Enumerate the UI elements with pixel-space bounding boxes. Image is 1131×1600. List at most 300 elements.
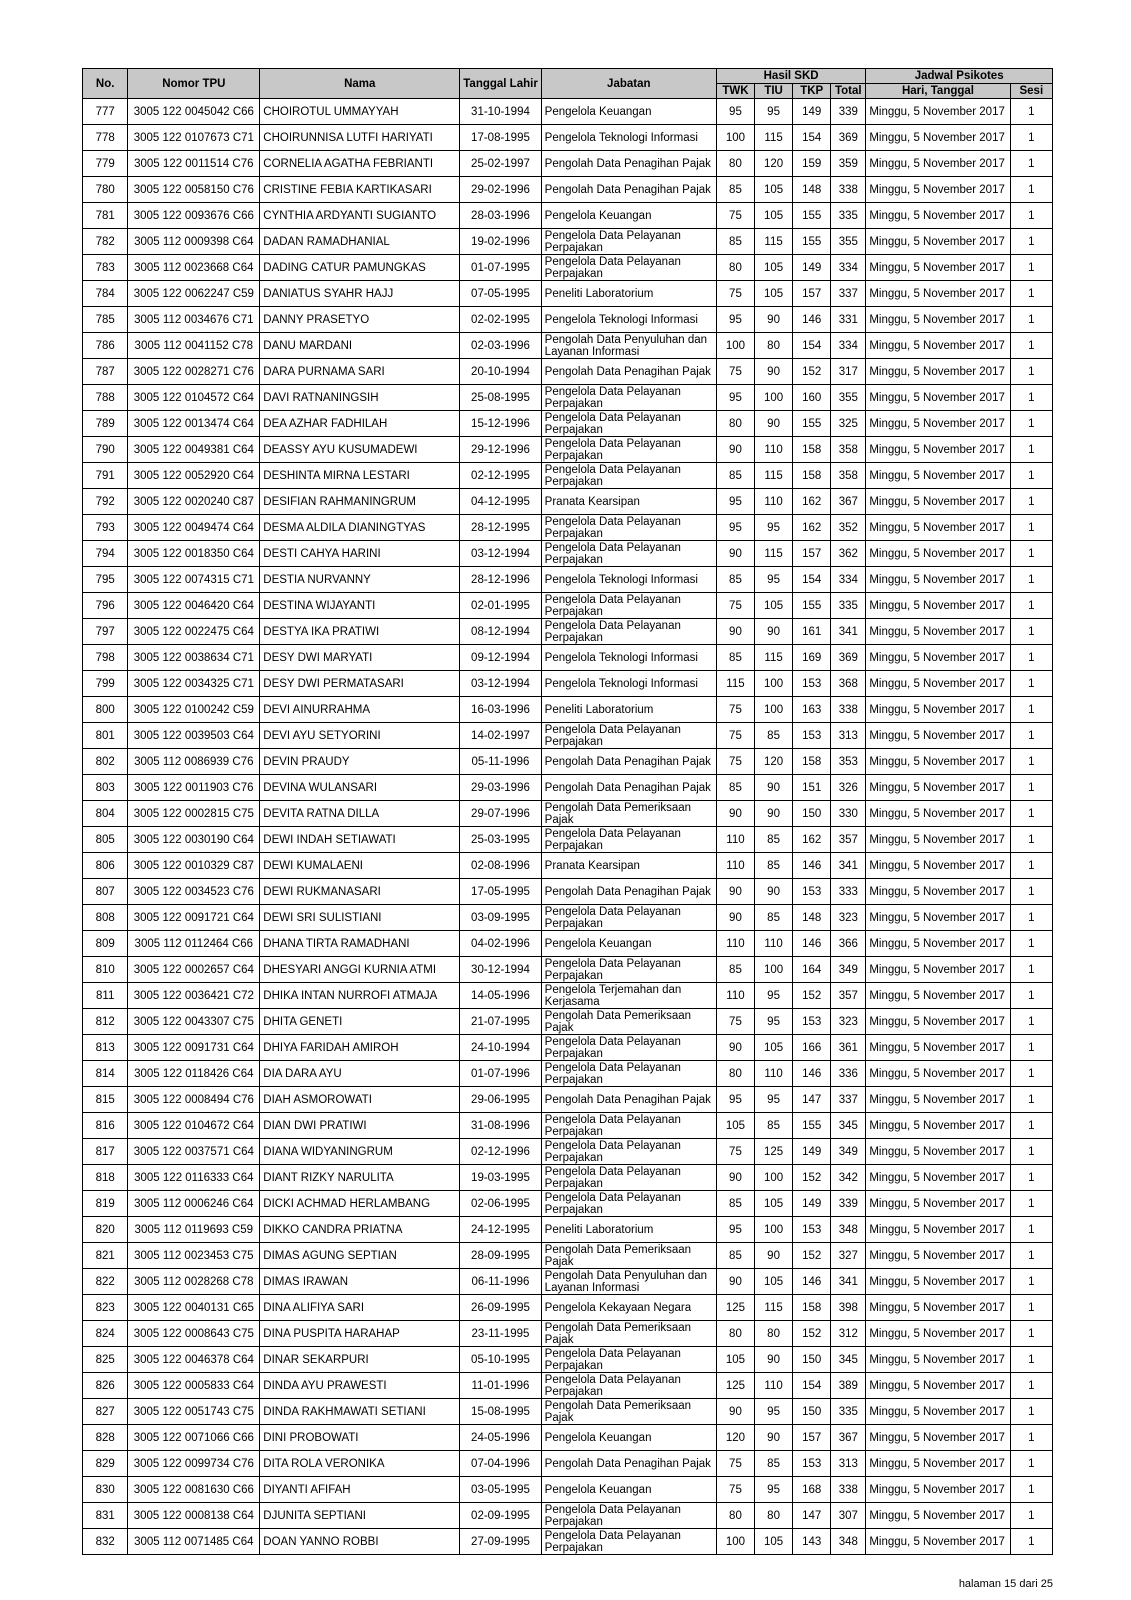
cell-jabatan: Pengelola Data Pelayanan Perpajakan <box>541 463 716 489</box>
cell-sesi: 1 <box>1010 255 1052 281</box>
cell-tanggal-lahir: 15-08-1995 <box>460 1399 541 1425</box>
cell-twk: 90 <box>716 541 754 567</box>
cell-tanggal-lahir: 26-09-1995 <box>460 1295 541 1321</box>
cell-total: 357 <box>831 983 866 1009</box>
cell-no: 813 <box>83 1035 128 1061</box>
table-row <box>83 125 1053 151</box>
table-row <box>83 619 1053 645</box>
cell-sesi: 1 <box>1010 1503 1052 1529</box>
cell-jabatan: Pengolah Data Pemeriksaan Pajak <box>541 1243 716 1269</box>
cell-tanggal-lahir: 29-06-1995 <box>460 1087 541 1113</box>
cell-tiu: 90 <box>755 619 793 645</box>
cell-tkp: 148 <box>793 905 831 931</box>
cell-nama: DARA PURNAMA SARI <box>260 359 460 385</box>
cell-no: 804 <box>83 801 128 827</box>
cell-tkp: 169 <box>793 645 831 671</box>
cell-twk: 95 <box>716 1217 754 1243</box>
table-row <box>83 931 1053 957</box>
cell-twk: 80 <box>716 1321 754 1347</box>
cell-nama: DINA ALIFIYA SARI <box>260 1295 460 1321</box>
cell-sesi: 1 <box>1010 411 1052 437</box>
cell-tkp: 168 <box>793 1477 831 1503</box>
cell-tiu: 95 <box>755 1477 793 1503</box>
col-twk: TWK <box>716 84 754 99</box>
cell-twk: 110 <box>716 853 754 879</box>
table-row <box>83 463 1053 489</box>
cell-tkp: 143 <box>793 1529 831 1555</box>
cell-hari-tanggal: Minggu, 5 November 2017 <box>866 853 1010 879</box>
cell-tkp: 149 <box>793 1139 831 1165</box>
cell-no: 780 <box>83 177 128 203</box>
cell-sesi: 1 <box>1010 957 1052 983</box>
cell-jabatan: Pengelola Data Pelayanan Perpajakan <box>541 1529 716 1555</box>
cell-nomor-tpu: 3005 112 0086939 C76 <box>128 749 260 775</box>
cell-twk: 75 <box>716 1139 754 1165</box>
cell-tanggal-lahir: 31-10-1994 <box>460 99 541 125</box>
cell-hari-tanggal: Minggu, 5 November 2017 <box>866 1139 1010 1165</box>
cell-jabatan: Pengolah Data Penagihan Pajak <box>541 177 716 203</box>
cell-twk: 90 <box>716 1035 754 1061</box>
cell-total: 317 <box>831 359 866 385</box>
table-row <box>83 1529 1053 1555</box>
cell-tiu: 90 <box>755 1347 793 1373</box>
cell-hari-tanggal: Minggu, 5 November 2017 <box>866 255 1010 281</box>
cell-nomor-tpu: 3005 112 0034676 C71 <box>128 307 260 333</box>
cell-nama: DANU MARDANI <box>260 333 460 359</box>
cell-total: 339 <box>831 99 866 125</box>
cell-sesi: 1 <box>1010 1087 1052 1113</box>
cell-total: 348 <box>831 1529 866 1555</box>
cell-nama: DIANT RIZKY NARULITA <box>260 1165 460 1191</box>
cell-nama: DANNY PRASETYO <box>260 307 460 333</box>
cell-no: 824 <box>83 1321 128 1347</box>
cell-no: 822 <box>83 1269 128 1295</box>
cell-hari-tanggal: Minggu, 5 November 2017 <box>866 437 1010 463</box>
cell-tiu: 105 <box>755 255 793 281</box>
cell-sesi: 1 <box>1010 307 1052 333</box>
cell-hari-tanggal: Minggu, 5 November 2017 <box>866 151 1010 177</box>
table-row <box>83 177 1053 203</box>
cell-sesi: 1 <box>1010 619 1052 645</box>
cell-tiu: 85 <box>755 723 793 749</box>
cell-tiu: 85 <box>755 1113 793 1139</box>
cell-sesi: 1 <box>1010 1347 1052 1373</box>
cell-jabatan: Pengelola Data Pelayanan Perpajakan <box>541 957 716 983</box>
cell-nama: DESTINA WIJAYANTI <box>260 593 460 619</box>
cell-no: 805 <box>83 827 128 853</box>
cell-tanggal-lahir: 05-10-1995 <box>460 1347 541 1373</box>
cell-tkp: 163 <box>793 697 831 723</box>
cell-tiu: 90 <box>755 359 793 385</box>
cell-no: 825 <box>83 1347 128 1373</box>
cell-sesi: 1 <box>1010 723 1052 749</box>
table-row <box>83 307 1053 333</box>
cell-tkp: 158 <box>793 463 831 489</box>
cell-total: 341 <box>831 853 866 879</box>
cell-hari-tanggal: Minggu, 5 November 2017 <box>866 749 1010 775</box>
table-row <box>83 593 1053 619</box>
cell-jabatan: Pengolah Data Penagihan Pajak <box>541 879 716 905</box>
cell-tkp: 158 <box>793 437 831 463</box>
cell-twk: 85 <box>716 957 754 983</box>
cell-no: 796 <box>83 593 128 619</box>
cell-tkp: 151 <box>793 775 831 801</box>
cell-sesi: 1 <box>1010 203 1052 229</box>
cell-tkp: 153 <box>793 879 831 905</box>
cell-twk: 80 <box>716 255 754 281</box>
table-row <box>83 749 1053 775</box>
cell-twk: 95 <box>716 385 754 411</box>
cell-sesi: 1 <box>1010 983 1052 1009</box>
cell-sesi: 1 <box>1010 931 1052 957</box>
cell-twk: 95 <box>716 489 754 515</box>
cell-total: 341 <box>831 1269 866 1295</box>
cell-no: 816 <box>83 1113 128 1139</box>
cell-sesi: 1 <box>1010 749 1052 775</box>
cell-tiu: 115 <box>755 645 793 671</box>
cell-nomor-tpu: 3005 122 0038634 C71 <box>128 645 260 671</box>
cell-no: 789 <box>83 411 128 437</box>
cell-tkp: 157 <box>793 541 831 567</box>
cell-total: 335 <box>831 593 866 619</box>
cell-tanggal-lahir: 28-12-1995 <box>460 515 541 541</box>
cell-no: 781 <box>83 203 128 229</box>
table-row <box>83 411 1053 437</box>
table-row <box>83 1295 1053 1321</box>
cell-tkp: 150 <box>793 801 831 827</box>
cell-sesi: 1 <box>1010 1217 1052 1243</box>
cell-jabatan: Pengolah Data Penyuluhan dan Layanan Informasi <box>541 1269 716 1295</box>
cell-sesi: 1 <box>1010 1165 1052 1191</box>
cell-tanggal-lahir: 03-05-1995 <box>460 1477 541 1503</box>
cell-tiu: 80 <box>755 1503 793 1529</box>
table-row <box>83 1113 1053 1139</box>
cell-hari-tanggal: Minggu, 5 November 2017 <box>866 463 1010 489</box>
cell-hari-tanggal: Minggu, 5 November 2017 <box>866 1347 1010 1373</box>
cell-tkp: 155 <box>793 593 831 619</box>
cell-tkp: 152 <box>793 983 831 1009</box>
cell-tkp: 153 <box>793 1217 831 1243</box>
cell-tkp: 148 <box>793 177 831 203</box>
cell-hari-tanggal: Minggu, 5 November 2017 <box>866 385 1010 411</box>
table-row <box>83 1243 1053 1269</box>
cell-hari-tanggal: Minggu, 5 November 2017 <box>866 619 1010 645</box>
table-row <box>83 905 1053 931</box>
cell-nomor-tpu: 3005 122 0091721 C64 <box>128 905 260 931</box>
col-group-hasil-skd: Hasil SKD <box>716 69 865 84</box>
cell-tanggal-lahir: 25-02-1997 <box>460 151 541 177</box>
cell-tiu: 105 <box>755 593 793 619</box>
cell-no: 790 <box>83 437 128 463</box>
cell-jabatan: Pengelola Data Pelayanan Perpajakan <box>541 541 716 567</box>
cell-sesi: 1 <box>1010 1399 1052 1425</box>
cell-twk: 75 <box>716 749 754 775</box>
cell-hari-tanggal: Minggu, 5 November 2017 <box>866 307 1010 333</box>
cell-total: 349 <box>831 957 866 983</box>
cell-nomor-tpu: 3005 122 0037571 C64 <box>128 1139 260 1165</box>
cell-tkp: 164 <box>793 957 831 983</box>
table-row <box>83 697 1053 723</box>
cell-total: 323 <box>831 1009 866 1035</box>
cell-no: 803 <box>83 775 128 801</box>
cell-nama: DIAH ASMOROWATI <box>260 1087 460 1113</box>
cell-hari-tanggal: Minggu, 5 November 2017 <box>866 333 1010 359</box>
cell-nama: CRISTINE FEBIA KARTIKASARI <box>260 177 460 203</box>
cell-total: 335 <box>831 1399 866 1425</box>
table-row <box>83 1477 1053 1503</box>
cell-hari-tanggal: Minggu, 5 November 2017 <box>866 203 1010 229</box>
cell-tanggal-lahir: 02-12-1995 <box>460 463 541 489</box>
cell-nama: DITA ROLA VERONIKA <box>260 1451 460 1477</box>
cell-tiu: 105 <box>755 1191 793 1217</box>
cell-jabatan: Pengelola Data Pelayanan Perpajakan <box>541 1139 716 1165</box>
cell-hari-tanggal: Minggu, 5 November 2017 <box>866 827 1010 853</box>
cell-sesi: 1 <box>1010 1035 1052 1061</box>
cell-twk: 95 <box>716 515 754 541</box>
cell-hari-tanggal: Minggu, 5 November 2017 <box>866 1503 1010 1529</box>
cell-sesi: 1 <box>1010 437 1052 463</box>
cell-tiu: 110 <box>755 437 793 463</box>
cell-twk: 75 <box>716 1477 754 1503</box>
cell-nama: DINAR SEKARPURI <box>260 1347 460 1373</box>
cell-no: 823 <box>83 1295 128 1321</box>
table-row <box>83 1425 1053 1451</box>
cell-tanggal-lahir: 31-08-1996 <box>460 1113 541 1139</box>
cell-no: 826 <box>83 1373 128 1399</box>
cell-nama: DOAN YANNO ROBBI <box>260 1529 460 1555</box>
cell-tiu: 95 <box>755 567 793 593</box>
cell-jabatan: Pengolah Data Pemeriksaan Pajak <box>541 1321 716 1347</box>
col-sesi: Sesi <box>1010 84 1052 99</box>
cell-tanggal-lahir: 23-11-1995 <box>460 1321 541 1347</box>
cell-tiu: 90 <box>755 801 793 827</box>
cell-hari-tanggal: Minggu, 5 November 2017 <box>866 983 1010 1009</box>
cell-jabatan: Pengelola Data Pelayanan Perpajakan <box>541 229 716 255</box>
cell-nomor-tpu: 3005 112 0006246 C64 <box>128 1191 260 1217</box>
cell-tanggal-lahir: 14-02-1997 <box>460 723 541 749</box>
cell-twk: 115 <box>716 671 754 697</box>
cell-nama: DADING CATUR PAMUNGKAS <box>260 255 460 281</box>
cell-tkp: 146 <box>793 931 831 957</box>
cell-jabatan: Pengelola Teknologi Informasi <box>541 645 716 671</box>
cell-sesi: 1 <box>1010 359 1052 385</box>
table-row <box>83 1061 1053 1087</box>
cell-hari-tanggal: Minggu, 5 November 2017 <box>866 359 1010 385</box>
cell-nomor-tpu: 3005 122 0022475 C64 <box>128 619 260 645</box>
cell-hari-tanggal: Minggu, 5 November 2017 <box>866 1399 1010 1425</box>
cell-jabatan: Pengelola Data Pelayanan Perpajakan <box>541 515 716 541</box>
table-row <box>83 203 1053 229</box>
cell-jabatan: Pengolah Data Penagihan Pajak <box>541 151 716 177</box>
cell-total: 359 <box>831 151 866 177</box>
cell-sesi: 1 <box>1010 1451 1052 1477</box>
table-row <box>83 1191 1053 1217</box>
cell-tanggal-lahir: 02-08-1996 <box>460 853 541 879</box>
cell-tanggal-lahir: 04-12-1995 <box>460 489 541 515</box>
cell-tiu: 95 <box>755 1087 793 1113</box>
cell-sesi: 1 <box>1010 1113 1052 1139</box>
cell-tanggal-lahir: 06-11-1996 <box>460 1269 541 1295</box>
cell-nomor-tpu: 3005 122 0051743 C75 <box>128 1399 260 1425</box>
cell-total: 369 <box>831 125 866 151</box>
cell-tkp: 150 <box>793 1399 831 1425</box>
cell-twk: 110 <box>716 983 754 1009</box>
cell-nama: DESTYA IKA PRATIWI <box>260 619 460 645</box>
table-row <box>83 1321 1053 1347</box>
cell-nama: DESIFIAN RAHMANINGRUM <box>260 489 460 515</box>
cell-tkp: 147 <box>793 1503 831 1529</box>
cell-hari-tanggal: Minggu, 5 November 2017 <box>866 281 1010 307</box>
cell-tiu: 95 <box>755 1009 793 1035</box>
cell-tanggal-lahir: 11-01-1996 <box>460 1373 541 1399</box>
cell-jabatan: Pengelola Data Pelayanan Perpajakan <box>541 1165 716 1191</box>
cell-total: 334 <box>831 567 866 593</box>
cell-jabatan: Pengelola Teknologi Informasi <box>541 671 716 697</box>
cell-twk: 85 <box>716 463 754 489</box>
table-row <box>83 775 1053 801</box>
table-row <box>83 515 1053 541</box>
table-row <box>83 957 1053 983</box>
cell-jabatan: Pengelola Data Pelayanan Perpajakan <box>541 1113 716 1139</box>
table-row <box>83 359 1053 385</box>
cell-jabatan: Pengolah Data Penyuluhan dan Layanan Informasi <box>541 333 716 359</box>
col-nomor-tpu: Nomor TPU <box>128 69 260 99</box>
cell-nama: CORNELIA AGATHA FEBRIANTI <box>260 151 460 177</box>
table-row <box>83 229 1053 255</box>
col-tiu: TIU <box>755 84 793 99</box>
cell-nama: DANIATUS SYAHR HAJJ <box>260 281 460 307</box>
cell-twk: 75 <box>716 359 754 385</box>
cell-tanggal-lahir: 02-06-1995 <box>460 1191 541 1217</box>
cell-total: 334 <box>831 333 866 359</box>
cell-nama: DJUNITA SEPTIANI <box>260 1503 460 1529</box>
cell-tiu: 105 <box>755 281 793 307</box>
table-row <box>83 827 1053 853</box>
cell-tanggal-lahir: 04-02-1996 <box>460 931 541 957</box>
cell-twk: 90 <box>716 1165 754 1191</box>
cell-hari-tanggal: Minggu, 5 November 2017 <box>866 99 1010 125</box>
cell-sesi: 1 <box>1010 853 1052 879</box>
cell-jabatan: Pengelola Data Pelayanan Perpajakan <box>541 255 716 281</box>
cell-total: 326 <box>831 775 866 801</box>
cell-total: 345 <box>831 1347 866 1373</box>
cell-sesi: 1 <box>1010 281 1052 307</box>
cell-twk: 100 <box>716 1529 754 1555</box>
cell-jabatan: Pengelola Data Pelayanan Perpajakan <box>541 437 716 463</box>
cell-tkp: 153 <box>793 1451 831 1477</box>
cell-tiu: 90 <box>755 879 793 905</box>
cell-sesi: 1 <box>1010 1191 1052 1217</box>
cell-nama: DINI PROBOWATI <box>260 1425 460 1451</box>
cell-sesi: 1 <box>1010 1009 1052 1035</box>
table-row <box>83 1503 1053 1529</box>
cell-jabatan: Pengelola Data Pelayanan Perpajakan <box>541 1191 716 1217</box>
cell-hari-tanggal: Minggu, 5 November 2017 <box>866 125 1010 151</box>
cell-nomor-tpu: 3005 122 0039503 C64 <box>128 723 260 749</box>
cell-nomor-tpu: 3005 122 0002657 C64 <box>128 957 260 983</box>
cell-nomor-tpu: 3005 122 0028271 C76 <box>128 359 260 385</box>
cell-twk: 75 <box>716 697 754 723</box>
cell-nama: DHESYARI ANGGI KURNIA ATMI <box>260 957 460 983</box>
cell-twk: 95 <box>716 99 754 125</box>
cell-nama: DHIYA FARIDAH AMIROH <box>260 1035 460 1061</box>
cell-tkp: 152 <box>793 1243 831 1269</box>
col-total: Total <box>831 84 866 99</box>
cell-twk: 95 <box>716 307 754 333</box>
cell-tanggal-lahir: 27-09-1995 <box>460 1529 541 1555</box>
cell-jabatan: Pengelola Data Pelayanan Perpajakan <box>541 593 716 619</box>
cell-twk: 75 <box>716 203 754 229</box>
cell-no: 788 <box>83 385 128 411</box>
cell-nama: CHOIRUNNISA LUTFI HARIYATI <box>260 125 460 151</box>
table-row <box>83 281 1053 307</box>
cell-total: 323 <box>831 905 866 931</box>
table-row <box>83 1217 1053 1243</box>
cell-total: 312 <box>831 1321 866 1347</box>
cell-sesi: 1 <box>1010 151 1052 177</box>
cell-sesi: 1 <box>1010 1373 1052 1399</box>
cell-nama: DIKKO CANDRA PRIATNA <box>260 1217 460 1243</box>
cell-twk: 105 <box>716 1347 754 1373</box>
cell-no: 802 <box>83 749 128 775</box>
cell-nama: DHANA TIRTA RAMADHANI <box>260 931 460 957</box>
cell-nomor-tpu: 3005 122 0008643 C75 <box>128 1321 260 1347</box>
cell-tiu: 115 <box>755 541 793 567</box>
cell-total: 367 <box>831 489 866 515</box>
cell-twk: 100 <box>716 125 754 151</box>
table-row <box>83 437 1053 463</box>
cell-total: 335 <box>831 203 866 229</box>
cell-no: 827 <box>83 1399 128 1425</box>
cell-nomor-tpu: 3005 122 0049381 C64 <box>128 437 260 463</box>
cell-tiu: 85 <box>755 853 793 879</box>
cell-total: 362 <box>831 541 866 567</box>
cell-nomor-tpu: 3005 122 0020240 C87 <box>128 489 260 515</box>
cell-no: 809 <box>83 931 128 957</box>
cell-tkp: 146 <box>793 1269 831 1295</box>
cell-hari-tanggal: Minggu, 5 November 2017 <box>866 593 1010 619</box>
cell-hari-tanggal: Minggu, 5 November 2017 <box>866 697 1010 723</box>
cell-twk: 90 <box>716 437 754 463</box>
cell-hari-tanggal: Minggu, 5 November 2017 <box>866 177 1010 203</box>
cell-nama: DEVIN PRAUDY <box>260 749 460 775</box>
cell-tiu: 90 <box>755 307 793 333</box>
cell-total: 366 <box>831 931 866 957</box>
cell-jabatan: Pengelola Data Pelayanan Perpajakan <box>541 1061 716 1087</box>
cell-tiu: 95 <box>755 515 793 541</box>
cell-tkp: 154 <box>793 1373 831 1399</box>
results-table <box>82 68 1053 1555</box>
cell-hari-tanggal: Minggu, 5 November 2017 <box>866 229 1010 255</box>
cell-tiu: 85 <box>755 905 793 931</box>
cell-hari-tanggal: Minggu, 5 November 2017 <box>866 723 1010 749</box>
cell-tanggal-lahir: 14-05-1996 <box>460 983 541 1009</box>
cell-hari-tanggal: Minggu, 5 November 2017 <box>866 1477 1010 1503</box>
cell-nomor-tpu: 3005 122 0043307 C75 <box>128 1009 260 1035</box>
table-body <box>83 99 1053 1555</box>
cell-jabatan: Pengolah Data Penagihan Pajak <box>541 1087 716 1113</box>
cell-no: 832 <box>83 1529 128 1555</box>
cell-tiu: 95 <box>755 983 793 1009</box>
cell-tanggal-lahir: 17-05-1995 <box>460 879 541 905</box>
cell-tkp: 147 <box>793 1087 831 1113</box>
table-row <box>83 333 1053 359</box>
cell-tiu: 105 <box>755 177 793 203</box>
cell-nomor-tpu: 3005 122 0036421 C72 <box>128 983 260 1009</box>
cell-no: 778 <box>83 125 128 151</box>
cell-jabatan: Pengolah Data Penagihan Pajak <box>541 1451 716 1477</box>
cell-jabatan: Pengelola Data Pelayanan Perpajakan <box>541 385 716 411</box>
